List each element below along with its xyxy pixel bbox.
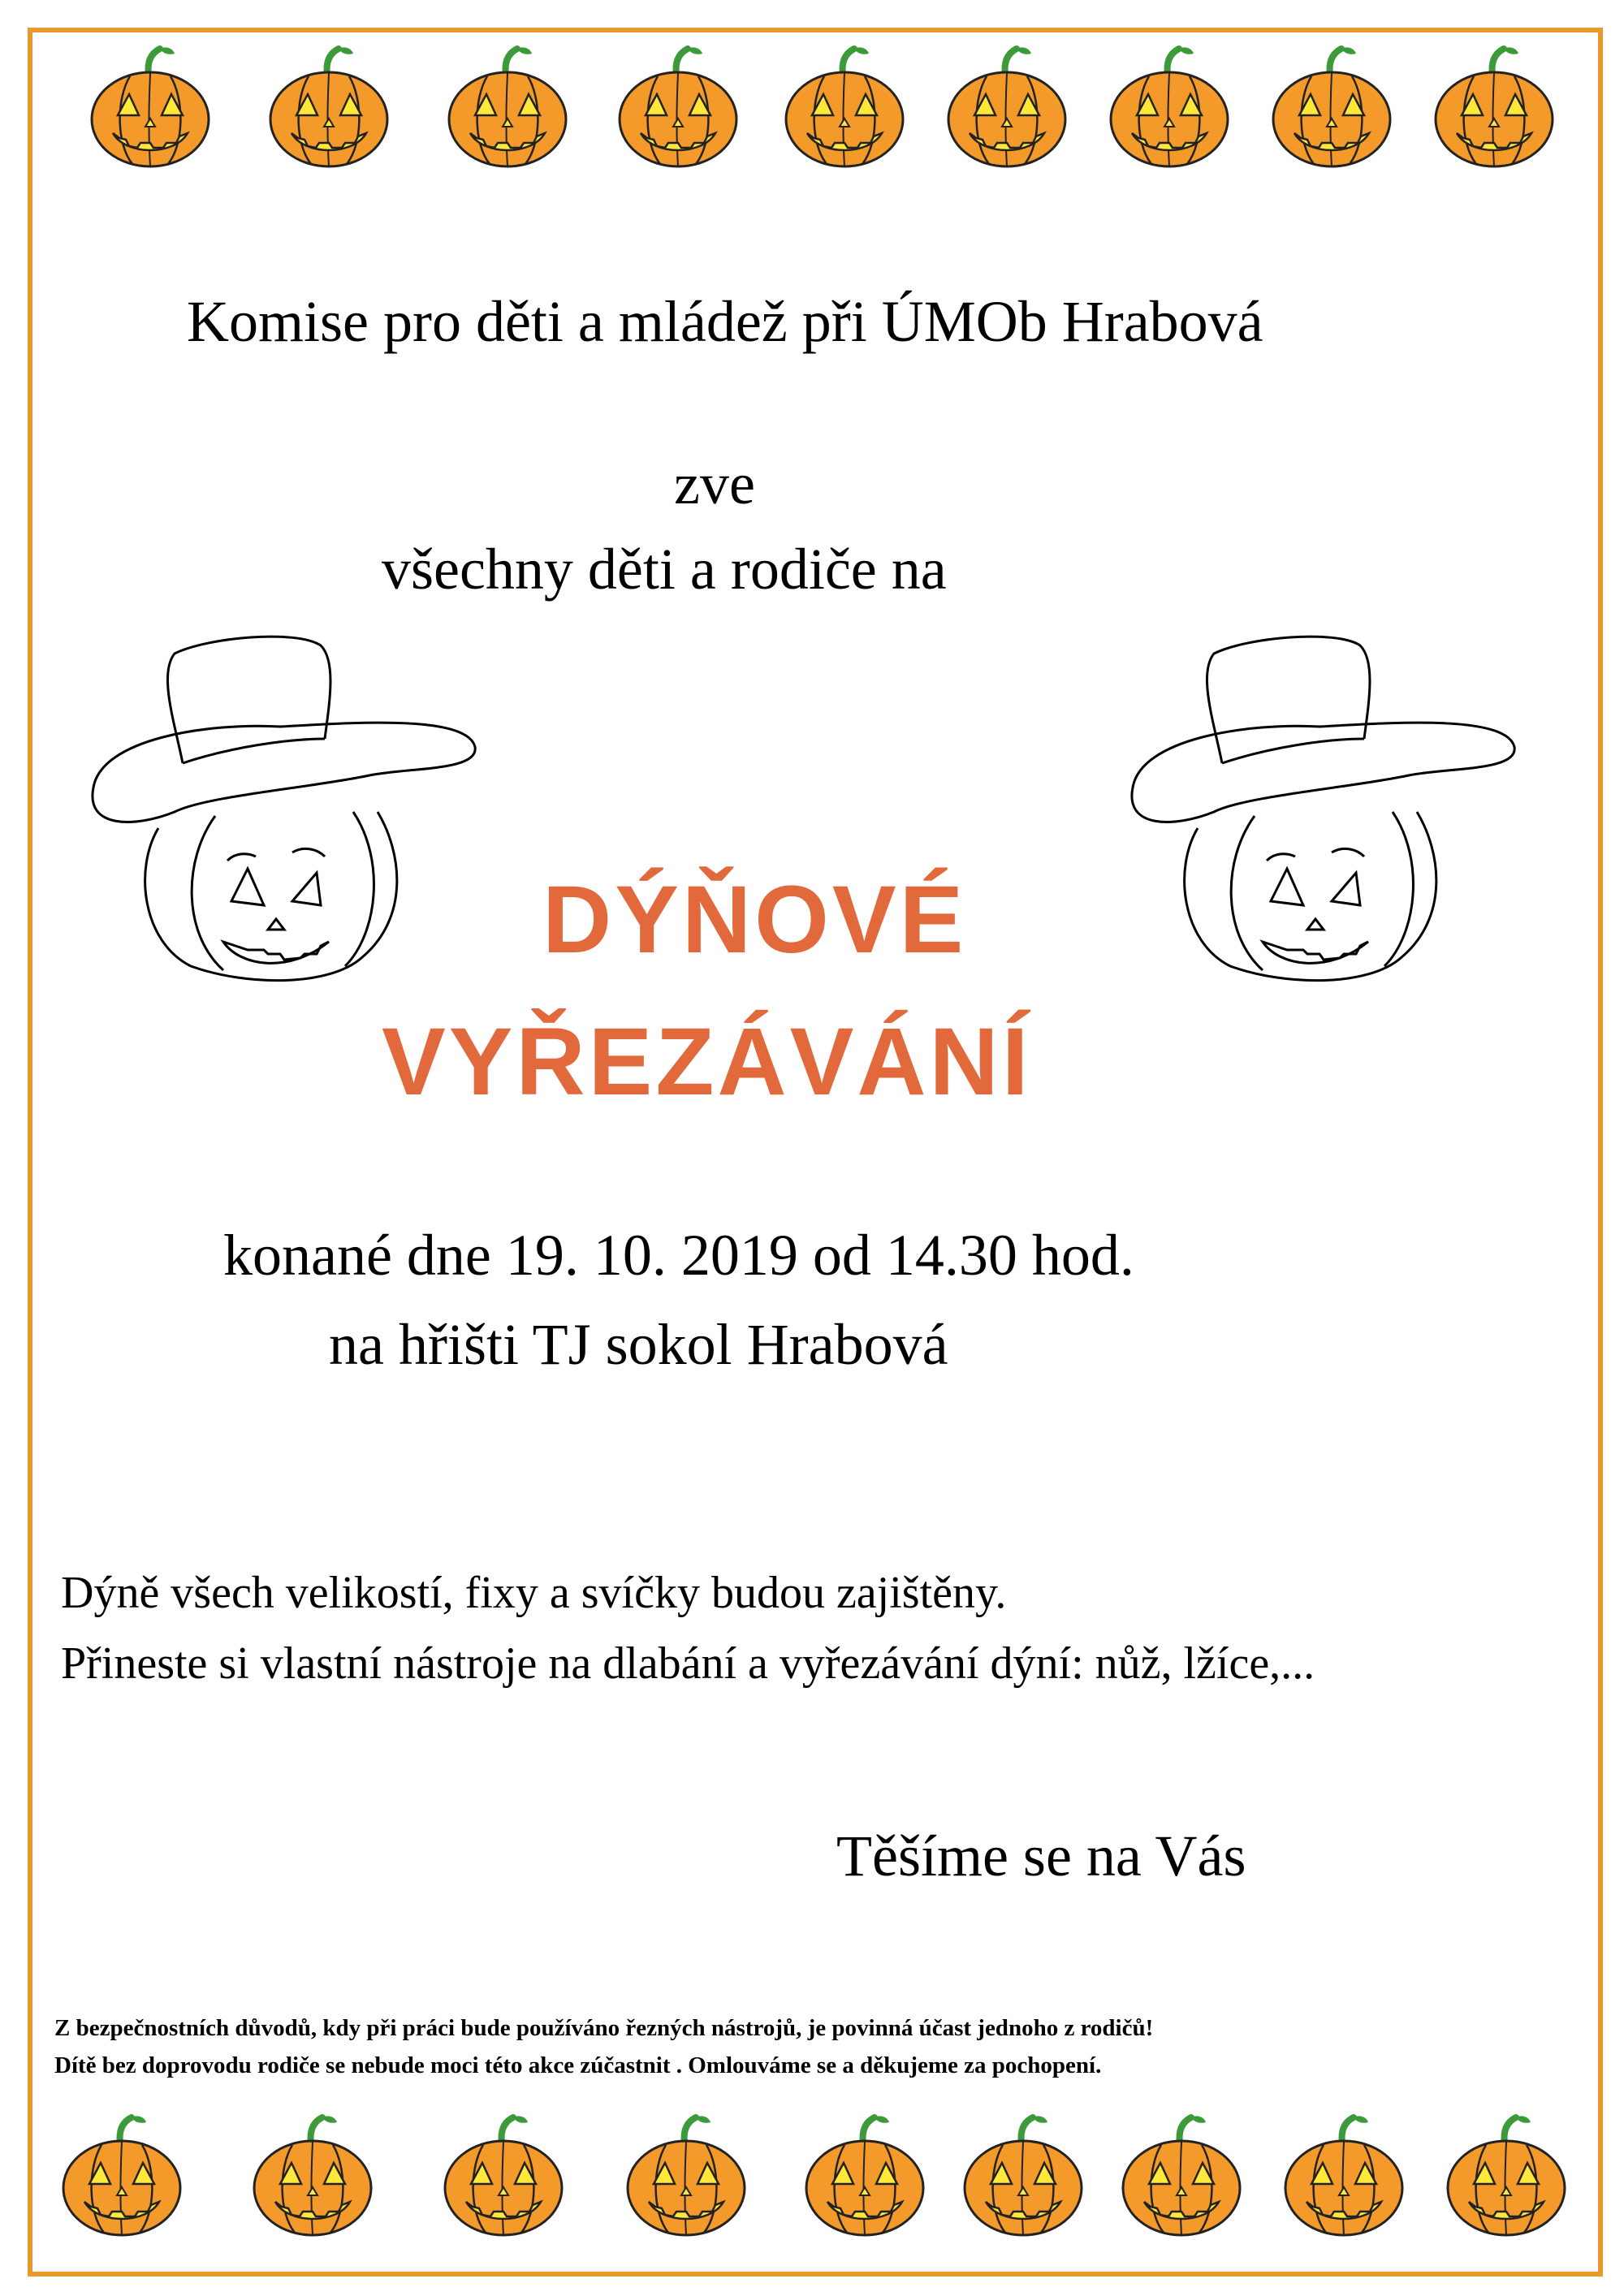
event-title-line-1: DÝŇOVÉ — [542, 866, 967, 973]
info-line-1: Dýně všech velikostí, fixy a svíčky budou zajištěny. — [61, 1568, 1007, 1618]
pumpkin-with-hat-icon — [1125, 625, 1547, 982]
jack-o-lantern-icon — [1104, 42, 1234, 172]
event-title-line-2: VYŘEZÁVÁNÍ — [382, 1008, 1032, 1116]
event-date: konané dne 19. 10. 2019 od 14.30 hod. — [223, 1223, 1134, 1288]
jack-o-lantern-icon — [248, 2111, 378, 2241]
page-border — [28, 28, 1603, 2277]
bottom-pumpkin-row — [0, 2111, 1624, 2249]
jack-o-lantern-icon — [613, 42, 743, 172]
jack-o-lantern-icon — [958, 2111, 1088, 2241]
pumpkin-with-hat-icon — [85, 625, 508, 982]
jack-o-lantern-icon — [1441, 2111, 1571, 2241]
invitation-line-1: zve — [674, 451, 755, 516]
jack-o-lantern-icon — [942, 42, 1072, 172]
jack-o-lantern-icon — [57, 2111, 187, 2241]
jack-o-lantern-icon — [780, 42, 909, 172]
jack-o-lantern-icon — [85, 42, 215, 172]
jack-o-lantern-icon — [1267, 42, 1397, 172]
jack-o-lantern-icon — [264, 42, 394, 172]
jack-o-lantern-icon — [443, 42, 572, 172]
organizer-heading: Komise pro děti a mládež při ÚMOb Hrabová — [187, 289, 1263, 354]
jack-o-lantern-icon — [438, 2111, 568, 2241]
invitation-line-2: všechny děti a rodiče na — [382, 537, 947, 602]
safety-note-line-2: Dítě bez doprovodu rodiče se nebude moci této akce zúčastnit . Omlouváme se a děkujeme za pochopení. — [54, 2052, 1102, 2078]
jack-o-lantern-icon — [621, 2111, 751, 2241]
top-pumpkin-row — [0, 42, 1624, 180]
jack-o-lantern-icon — [1429, 42, 1559, 172]
info-line-2: Přineste si vlastní nástroje na dlabání a vyřezávání dýní: nůž, lžíce,... — [61, 1638, 1315, 1689]
closing-text: Těšíme se na Vás — [836, 1823, 1246, 1888]
jack-o-lantern-icon — [800, 2111, 930, 2241]
jack-o-lantern-icon — [1279, 2111, 1409, 2241]
event-location: na hřišti TJ sokol Hrabová — [329, 1312, 948, 1377]
safety-note-line-1: Z bezpečnostních důvodů, kdy při práci bude používáno řezných nástrojů, je povinná účast jednoho z rodičů! — [54, 2015, 1154, 2041]
jack-o-lantern-icon — [1116, 2111, 1246, 2241]
